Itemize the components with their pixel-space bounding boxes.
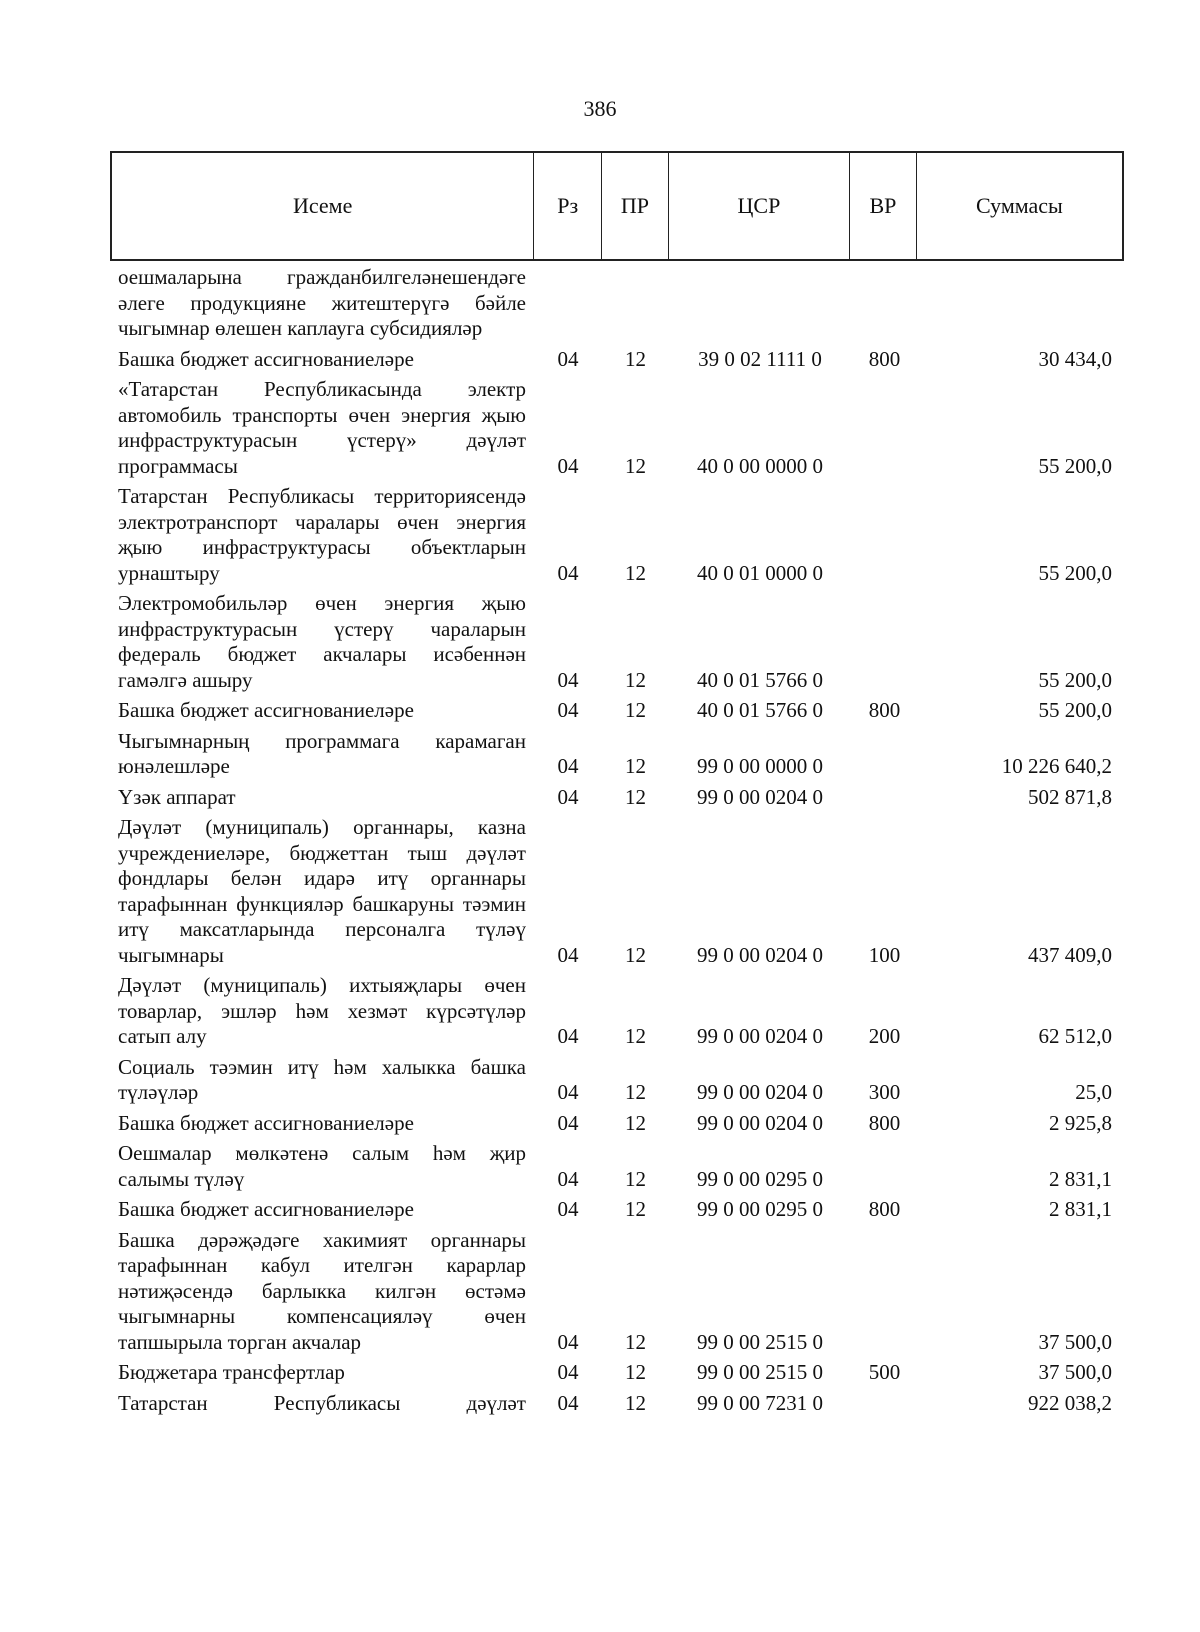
- row-pr: 12: [625, 1024, 646, 1048]
- row-name: Электромобильләр өчен энергия җыю инфраструктурасын үстерү чараларын федераль бюджет акчалары исәбеннән гамәлгә ашыру: [118, 591, 526, 692]
- table-row: [110, 1111, 1124, 1137]
- row-vr: 800: [868, 698, 901, 722]
- row-pr: 12: [625, 1166, 646, 1191]
- row-name: «Татарстан Республикасында электр автомобиль транспорты өчен энергия җыю инфраструктурасын үстерү» дәүләт программасы: [118, 377, 526, 478]
- table-row: [110, 484, 1124, 586]
- row-sum: 10 226 640,2: [1001, 754, 1112, 778]
- table-row: [110, 815, 1124, 968]
- row-pr: 12: [625, 346, 646, 371]
- header-pr: ПР: [602, 153, 669, 259]
- row-sum: 30 434,0: [1038, 346, 1112, 371]
- row-sum: 437 409,0: [1028, 942, 1112, 967]
- row-csr: 99 0 00 0204 0: [697, 784, 823, 809]
- header-rz: Рз: [534, 153, 602, 259]
- row-rz: 04: [557, 1080, 579, 1104]
- row-rz: 04: [557, 754, 579, 778]
- row-sum: 502 871,8: [1028, 784, 1112, 809]
- row-name: оешмаларына гражданбилгеләнешендәге әлеге продукцияне житештерүгә бәйле чыгымнар өлешен каплауга субсидияләр: [118, 265, 526, 340]
- row-rz: 04: [557, 1360, 579, 1384]
- row-vr: 300: [868, 1080, 901, 1104]
- row-csr: 99 0 00 7231 0: [697, 1390, 823, 1415]
- table-row: [110, 591, 1124, 693]
- row-pr: 12: [625, 754, 646, 778]
- row-sum: 2 925,8: [1049, 1110, 1112, 1135]
- row-sum: 55 200,0: [1038, 698, 1112, 722]
- table-row: [110, 973, 1124, 1050]
- table-body: [110, 265, 1124, 1416]
- row-csr: 99 0 00 0204 0: [697, 1110, 823, 1135]
- row-csr: 99 0 00 0295 0: [697, 1197, 823, 1221]
- table-row: [110, 698, 1124, 724]
- row-name: Башка бюджет ассигнованиеләре: [118, 698, 414, 722]
- row-rz: 04: [557, 346, 579, 371]
- row-rz: 04: [557, 1024, 579, 1048]
- page-number: 386: [583, 96, 617, 121]
- row-csr: 99 0 00 2515 0: [697, 1329, 823, 1354]
- header-csr: ЦСР: [669, 153, 850, 259]
- row-csr: 99 0 00 0204 0: [697, 1080, 823, 1104]
- row-csr: 40 0 00 0000 0: [697, 453, 823, 478]
- row-pr: 12: [625, 1197, 646, 1221]
- row-csr: 39 0 02 1111 0: [698, 346, 822, 371]
- table-row: [110, 1055, 1124, 1106]
- table-row: [110, 1360, 1124, 1386]
- row-rz: 04: [557, 1110, 579, 1135]
- row-sum: 2 831,1: [1049, 1197, 1112, 1221]
- row-rz: 04: [557, 942, 579, 967]
- row-pr: 12: [625, 453, 646, 478]
- row-vr: 100: [868, 942, 901, 967]
- row-sum: 55 200,0: [1038, 453, 1112, 478]
- row-name: Татарстан Республикасы территориясендә электротранспорт чаралары өчен энергия җыю инфраструктурасы объектларын урнаштыру: [118, 484, 526, 585]
- row-vr: 800: [868, 1197, 901, 1221]
- header-vr: ВР: [850, 153, 917, 259]
- row-vr: 800: [868, 1110, 901, 1135]
- row-vr: 800: [868, 346, 901, 371]
- row-sum: 37 500,0: [1038, 1360, 1112, 1384]
- row-rz: 04: [557, 1390, 579, 1415]
- row-sum: 37 500,0: [1038, 1329, 1112, 1354]
- row-name: Башка бюджет ассигнованиеләре: [118, 1110, 414, 1135]
- row-csr: 40 0 01 5766 0: [697, 667, 823, 692]
- row-name: Татарстан Республикасы дәүләт: [118, 1390, 526, 1415]
- table-row: [110, 347, 1124, 373]
- row-pr: 12: [625, 1110, 646, 1135]
- row-sum: 25,0: [1075, 1080, 1112, 1104]
- row-name: Башка бюджет ассигнованиеләре: [118, 1197, 414, 1221]
- row-name: Социаль тәэмин итү һәм халыкка башка түләүләр: [118, 1054, 526, 1104]
- row-pr: 12: [625, 1390, 646, 1415]
- header-sum: Суммасы: [975, 193, 1063, 218]
- row-pr: 12: [625, 1329, 646, 1354]
- row-name: Оешмалар мөлкәтенә салым һәм җир салымы түләү: [118, 1141, 526, 1191]
- row-name: Чыгымнарның программага карамаган юнәлешләре: [118, 728, 526, 778]
- row-pr: 12: [625, 784, 646, 809]
- table-row: [110, 785, 1124, 811]
- row-csr: 99 0 00 0000 0: [697, 754, 823, 778]
- row-rz: 04: [557, 698, 579, 722]
- row-sum: 922 038,2: [1028, 1390, 1112, 1415]
- row-sum: 55 200,0: [1038, 560, 1112, 585]
- table-row: [110, 265, 1124, 342]
- table-row: [110, 1391, 1124, 1417]
- row-rz: 04: [557, 1166, 579, 1191]
- row-sum: 62 512,0: [1038, 1024, 1112, 1048]
- table-row: [110, 1141, 1124, 1192]
- row-vr: 200: [868, 1024, 901, 1048]
- row-pr: 12: [625, 1080, 646, 1104]
- row-pr: 12: [625, 942, 646, 967]
- row-csr: 99 0 00 2515 0: [697, 1360, 823, 1384]
- row-csr: 40 0 01 5766 0: [697, 698, 823, 722]
- header-name: Исеме: [112, 153, 534, 259]
- row-name: Башка бюджет ассигнованиеләре: [118, 346, 414, 371]
- table-row: [110, 377, 1124, 479]
- row-name: Дәүләт (муниципаль) органнары, казна учреждениеләре, бюджеттан тыш дәүләт фондлары белән идарә итү органнары тарафыннан функцияләр башкаруны тәэмин итү максатларында персоналга түләү чыгымнары: [118, 815, 526, 967]
- row-rz: 04: [557, 453, 579, 478]
- table-row: [110, 1197, 1124, 1223]
- row-pr: 12: [625, 560, 646, 585]
- row-pr: 12: [625, 698, 646, 722]
- row-pr: 12: [625, 1360, 646, 1384]
- row-vr: 500: [868, 1360, 901, 1384]
- table-header: [110, 151, 1124, 261]
- row-rz: 04: [557, 784, 579, 809]
- row-rz: 04: [557, 1329, 579, 1354]
- row-pr: 12: [625, 667, 646, 692]
- row-rz: 04: [557, 560, 579, 585]
- row-rz: 04: [557, 667, 579, 692]
- row-csr: 40 0 01 0000 0: [697, 560, 823, 585]
- row-csr: 99 0 00 0295 0: [697, 1166, 823, 1191]
- table-row: [110, 1228, 1124, 1356]
- row-csr: 99 0 00 0204 0: [697, 942, 823, 967]
- row-name: Бюджетара трансфертлар: [118, 1360, 345, 1384]
- row-name: Дәүләт (муниципаль) ихтыяҗлары өчен товарлар, эшләр һәм хезмәт күрсәтүләр сатып алу: [118, 973, 526, 1048]
- table-row: [110, 729, 1124, 780]
- row-csr: 99 0 00 0204 0: [697, 1024, 823, 1048]
- row-sum: 55 200,0: [1038, 667, 1112, 692]
- row-sum: 2 831,1: [1049, 1166, 1112, 1191]
- row-name: Башка дәрәҗәдәге хакимият органнары тарафыннан кабул ителгән карарлар нәтиҗәсендә барлыкка килгән өстәмә чыгымнарны компенсацияләү өчен тапшырыла торган акчалар: [118, 1227, 526, 1354]
- row-rz: 04: [557, 1197, 579, 1221]
- row-name: Үзәк аппарат: [118, 784, 236, 809]
